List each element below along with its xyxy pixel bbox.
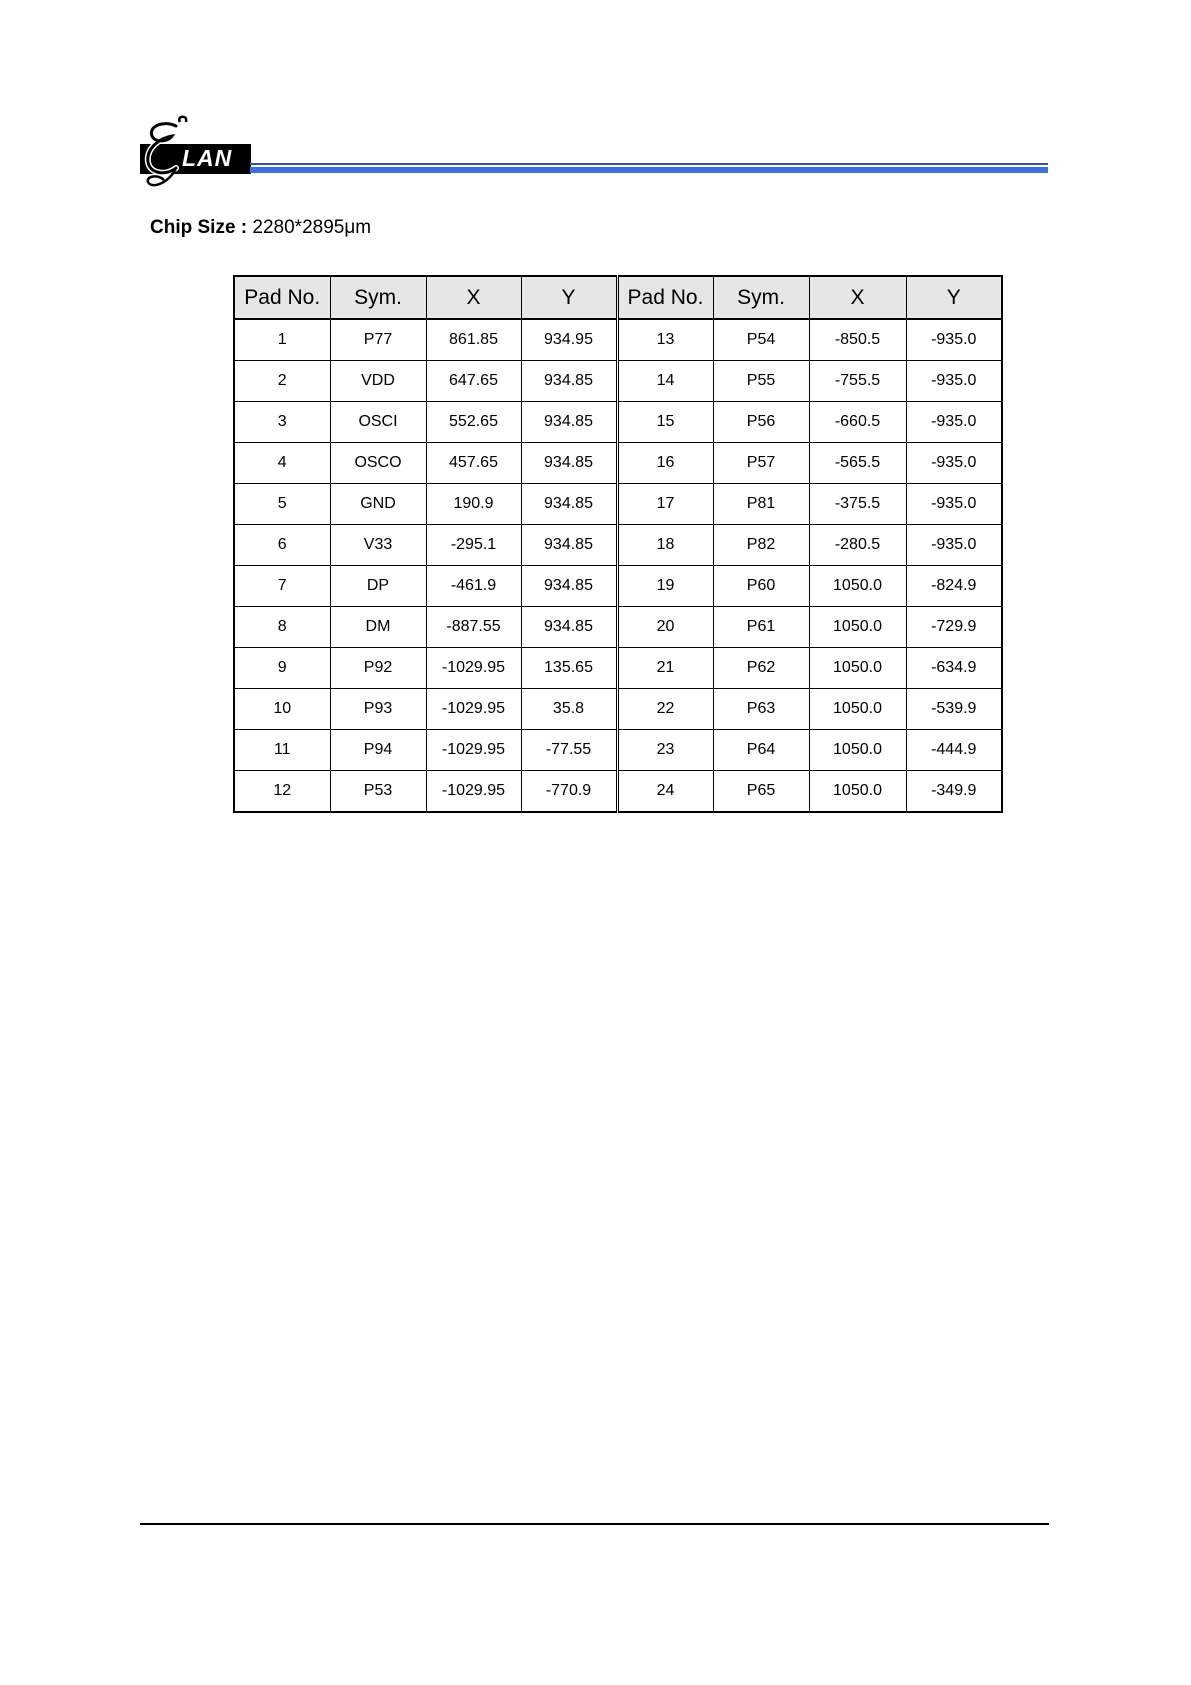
table-cell: -770.9	[521, 771, 617, 813]
table-cell: -824.9	[906, 566, 1002, 607]
header-x: X	[809, 276, 906, 319]
table-cell: P62	[713, 648, 809, 689]
header-sym: Sym.	[713, 276, 809, 319]
table-cell: P55	[713, 361, 809, 402]
table-cell: 647.65	[426, 361, 521, 402]
table-cell: -565.5	[809, 443, 906, 484]
table-row	[234, 566, 1002, 607]
table-row	[234, 443, 1002, 484]
table-cell: -77.55	[521, 730, 617, 771]
header-sym: Sym.	[330, 276, 426, 319]
table-cell: -375.5	[809, 484, 906, 525]
table-cell: 6	[234, 525, 330, 566]
table-cell: 14	[617, 361, 713, 402]
table-cell: 18	[617, 525, 713, 566]
table-cell: P93	[330, 689, 426, 730]
table-row	[234, 730, 1002, 771]
table-row	[234, 361, 1002, 402]
table-cell: 1050.0	[809, 771, 906, 813]
table-cell: -935.0	[906, 319, 1002, 361]
table-cell: V33	[330, 525, 426, 566]
table-cell: 11	[234, 730, 330, 771]
table-cell: OSCI	[330, 402, 426, 443]
table-cell: -280.5	[809, 525, 906, 566]
table-cell: 135.65	[521, 648, 617, 689]
table-cell: 1050.0	[809, 689, 906, 730]
table-cell: P54	[713, 319, 809, 361]
logo-text: LAN	[182, 145, 233, 171]
table-cell: -660.5	[809, 402, 906, 443]
table-cell: 24	[617, 771, 713, 813]
table-cell: 3	[234, 402, 330, 443]
table-cell: 4	[234, 443, 330, 484]
table-row	[234, 648, 1002, 689]
table-cell: P56	[713, 402, 809, 443]
table-cell: -935.0	[906, 402, 1002, 443]
table-row	[234, 607, 1002, 648]
table-cell: -935.0	[906, 443, 1002, 484]
table-cell: -887.55	[426, 607, 521, 648]
table-cell: GND	[330, 484, 426, 525]
table-cell: -850.5	[809, 319, 906, 361]
table-cell: P61	[713, 607, 809, 648]
table-cell: -755.5	[809, 361, 906, 402]
table-cell: 13	[617, 319, 713, 361]
table-cell: 20	[617, 607, 713, 648]
table-cell: 7	[234, 566, 330, 607]
table-cell: 12	[234, 771, 330, 813]
table-cell: -935.0	[906, 525, 1002, 566]
table-cell: P64	[713, 730, 809, 771]
table-row	[234, 402, 1002, 443]
table-cell: 934.85	[521, 402, 617, 443]
table-cell: VDD	[330, 361, 426, 402]
table-cell: -444.9	[906, 730, 1002, 771]
table-cell: 35.8	[521, 689, 617, 730]
table-cell: 5	[234, 484, 330, 525]
table-cell: P53	[330, 771, 426, 813]
table-cell: -935.0	[906, 361, 1002, 402]
header-y: Y	[521, 276, 617, 319]
table-cell: 1050.0	[809, 648, 906, 689]
table-cell: 19	[617, 566, 713, 607]
table-cell: P65	[713, 771, 809, 813]
table-cell: P94	[330, 730, 426, 771]
table-cell: 21	[617, 648, 713, 689]
header-rule	[250, 163, 1048, 173]
table-cell: -1029.95	[426, 730, 521, 771]
pad-coordinate-table	[233, 275, 1003, 813]
table-cell: 2	[234, 361, 330, 402]
chip-size-label: Chip Size :	[150, 217, 248, 238]
table-cell: -729.9	[906, 607, 1002, 648]
table-cell: -349.9	[906, 771, 1002, 813]
table-cell: -1029.95	[426, 689, 521, 730]
elan-logo	[136, 112, 256, 198]
table-row	[234, 689, 1002, 730]
table-cell: P57	[713, 443, 809, 484]
table-cell: 934.85	[521, 566, 617, 607]
table-cell: -539.9	[906, 689, 1002, 730]
table-cell: P82	[713, 525, 809, 566]
table-cell: 934.95	[521, 319, 617, 361]
table-cell: 16	[617, 443, 713, 484]
table-cell: -1029.95	[426, 648, 521, 689]
table-row	[234, 484, 1002, 525]
table-cell: P77	[330, 319, 426, 361]
footer-rule	[140, 1523, 1049, 1525]
table-cell: P63	[713, 689, 809, 730]
table-header-row	[234, 276, 1002, 319]
table-cell: 10	[234, 689, 330, 730]
table-cell: P81	[713, 484, 809, 525]
header-pad-no: Pad No.	[234, 276, 330, 319]
table-row	[234, 525, 1002, 566]
table-cell: 1050.0	[809, 730, 906, 771]
table-cell: 23	[617, 730, 713, 771]
table-cell: 934.85	[521, 361, 617, 402]
table-cell: -1029.95	[426, 771, 521, 813]
table-cell: 457.65	[426, 443, 521, 484]
table-cell: 552.65	[426, 402, 521, 443]
table-cell: 934.85	[521, 607, 617, 648]
table-cell: 934.85	[521, 525, 617, 566]
table-cell: 8	[234, 607, 330, 648]
table-row	[234, 319, 1002, 361]
chip-size-value: 2280*2895μm	[252, 217, 372, 238]
chip-size-line	[150, 217, 371, 239]
table-cell: -935.0	[906, 484, 1002, 525]
table-cell: -461.9	[426, 566, 521, 607]
table-cell: 1050.0	[809, 566, 906, 607]
table-row	[234, 771, 1002, 813]
table-cell: P92	[330, 648, 426, 689]
table-cell: -634.9	[906, 648, 1002, 689]
table-cell: 1050.0	[809, 607, 906, 648]
table-cell: -295.1	[426, 525, 521, 566]
table-cell: 15	[617, 402, 713, 443]
table-cell: P60	[713, 566, 809, 607]
table-cell: 934.85	[521, 484, 617, 525]
table-cell: 17	[617, 484, 713, 525]
table-cell: 934.85	[521, 443, 617, 484]
table-cell: 861.85	[426, 319, 521, 361]
table-cell: DM	[330, 607, 426, 648]
table-cell: DP	[330, 566, 426, 607]
table-cell: 9	[234, 648, 330, 689]
table-cell: 1	[234, 319, 330, 361]
header-pad-no: Pad No.	[617, 276, 713, 319]
table-cell: OSCO	[330, 443, 426, 484]
table-cell: 190.9	[426, 484, 521, 525]
table-cell: 22	[617, 689, 713, 730]
header-x: X	[426, 276, 521, 319]
header-y: Y	[906, 276, 1002, 319]
